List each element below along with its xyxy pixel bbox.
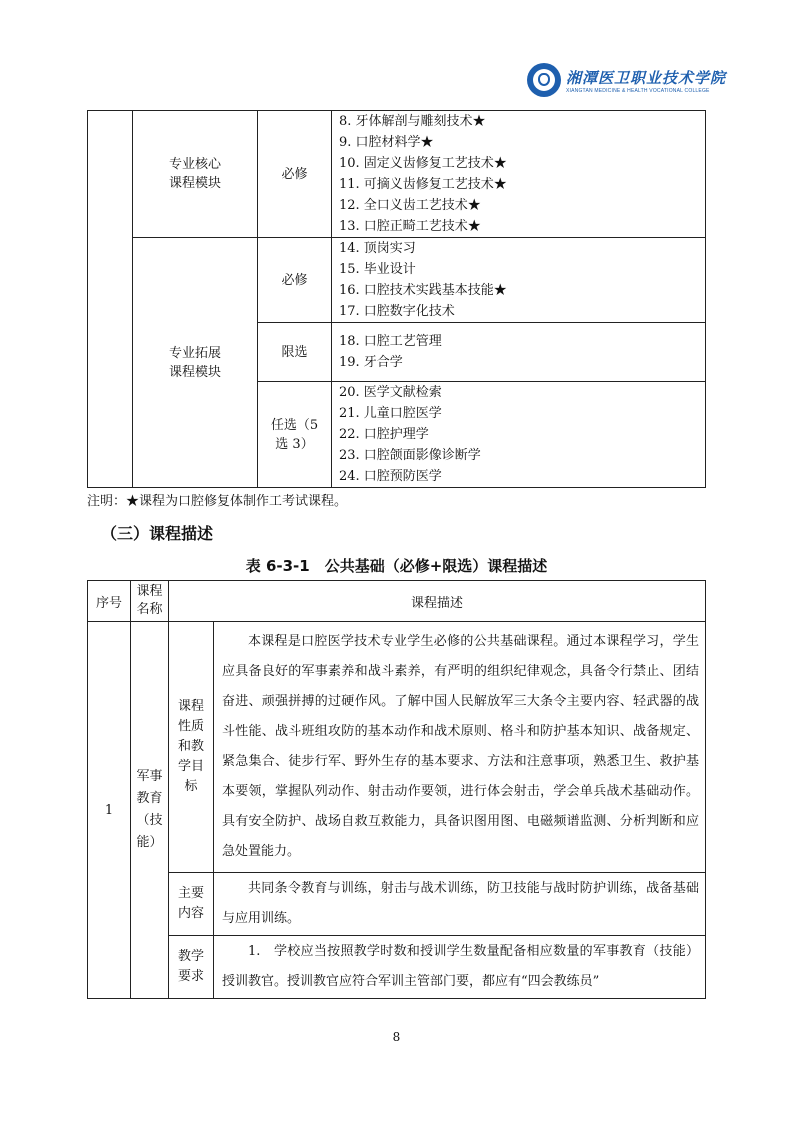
course-list-cell (332, 111, 706, 238)
course-item: 20. 医学文献检索 (339, 385, 442, 400)
teaching-requirements-text: 1. 学校应当按照教学时数和授训学生数量配备相应数量的军事教育（技能）授训教官。授训教官应符合军训主管部门要，都应有“四会教练员” (222, 944, 699, 989)
course-item: 23. 口腔颌面影像诊断学 (339, 448, 481, 463)
table-row (88, 873, 706, 936)
course-name-line: 教育 (136, 791, 163, 806)
table-row (88, 622, 706, 873)
course-goal-text: 本课程是口腔医学技术专业学生必修的公共基础课程。通过本课程学习，学生应具备良好的军事素养和战斗素养，有严明的组织纪律观念，具备令行禁止、团结奋进、顽强拼搏的过硬作风。了解中国人民解放军三大条令主要内容、轻武器的战斗性能、战斗班组攻防的基本动作和战术原则、格斗和防护基本知识、战备规定、紧急集合、徒步行军、野外生存的基本要求、方法和注意事项，熟悉卫生、救护基本要领，掌握队列动作、射击动作要领，进行体会射击，学会单兵战术基础动作。具有安全防护、战场自救互救能力，具备识图用图、电磁频谱监测、分析判断和应急处置能力。 (222, 634, 699, 859)
course-item: 19. 牙合学 (339, 355, 403, 370)
course-module-table (87, 110, 706, 488)
course-name-line: （技 (136, 813, 163, 828)
college-emblem-icon (527, 63, 561, 97)
module-cell (133, 111, 258, 238)
course-name-line: 能） (136, 835, 163, 850)
part-text-cell (214, 936, 706, 999)
course-item: 14. 顶岗实习 (339, 241, 416, 256)
table-row (88, 238, 706, 323)
part-text-cell (214, 622, 706, 873)
course-type-label: 限选 (281, 344, 308, 360)
part-label-line: 和教 (177, 739, 204, 754)
part-label-line: 学目 (177, 759, 204, 774)
course-list-cell (332, 323, 706, 382)
type-cell (258, 382, 332, 488)
module-label: 课程模块 (168, 364, 221, 380)
college-logo (527, 62, 726, 98)
course-item: 17. 口腔数字化技术 (339, 304, 455, 319)
module-label: 课程模块 (168, 176, 221, 191)
module-label: 专业核心 (168, 157, 221, 172)
course-item: 8. 牙体解剖与雕刻技术★ (339, 114, 486, 129)
course-name-line: 军事 (136, 769, 163, 784)
part-label-cell (169, 936, 214, 999)
course-item: 11. 可摘义齿修复工艺技术★ (339, 177, 507, 192)
part-label-line: 教学 (177, 949, 204, 964)
main-content-text: 共同条令教育与训练，射击与战术训练，防卫技能与战时防护训练，战备基础与应用训练。 (222, 881, 699, 926)
course-item: 24. 口腔预防医学 (339, 469, 442, 484)
row-number: 1 (88, 622, 131, 999)
category-cell-empty (88, 111, 133, 488)
part-label-cell (169, 622, 214, 873)
course-item: 21. 儿童口腔医学 (339, 406, 442, 421)
part-label-line: 性质 (177, 719, 204, 734)
course-type-label: 选 3） (275, 436, 314, 452)
course-list-cell (332, 238, 706, 323)
course-item: 13. 口腔正畸工艺技术★ (339, 219, 481, 234)
type-cell (258, 323, 332, 382)
header-no: 序号 (88, 581, 131, 622)
course-type-label: 必修 (281, 272, 308, 288)
type-cell (258, 238, 332, 323)
table-header-row (88, 581, 706, 622)
table-row (88, 111, 706, 238)
course-type-label: 必修 (281, 166, 308, 182)
part-label-line: 课程 (177, 699, 204, 714)
part-label-line: 要求 (177, 969, 204, 984)
course-item: 15. 毕业设计 (339, 262, 416, 277)
course-item: 12. 全口义齿工艺技术★ (339, 198, 481, 213)
logo-chinese-name: 湘潭医卫职业技术学院 (566, 68, 727, 87)
header-name (131, 581, 169, 622)
table-caption: 表 6-3-1 公共基础（必修+限选）课程描述 (245, 557, 548, 575)
page-number: 8 (392, 1030, 401, 1044)
course-name-cell (131, 622, 169, 999)
part-label-line: 内容 (177, 906, 204, 921)
part-label-line: 主要 (177, 886, 204, 901)
part-label-cell (169, 873, 214, 936)
course-item: 10. 固定义齿修复工艺技术★ (339, 156, 507, 171)
course-item: 18. 口腔工艺管理 (339, 334, 442, 349)
module-cell (133, 238, 258, 488)
course-list-cell (332, 382, 706, 488)
header-name-line: 名称 (136, 602, 163, 617)
header-desc: 课程描述 (169, 581, 706, 622)
course-item: 22. 口腔护理学 (339, 427, 429, 442)
logo-text (566, 67, 726, 94)
logo-english-name: XIANGTAN MEDICINE & HEALTH VOCATIONAL COLLEGE (566, 87, 710, 94)
part-label-line: 标 (184, 779, 198, 794)
course-item: 9. 口腔材料学★ (339, 135, 434, 150)
footnote: 注明：★课程为口腔修复体制作工考试课程。 (87, 494, 348, 509)
table-row (88, 936, 706, 999)
section-heading: （三）课程描述 (101, 524, 214, 543)
module-label: 专业拓展 (168, 345, 221, 361)
course-item: 16. 口腔技术实践基本技能★ (339, 283, 507, 298)
header-name-line: 课程 (136, 584, 163, 599)
part-text-cell (214, 873, 706, 936)
course-description-table (87, 580, 706, 999)
type-cell (258, 111, 332, 238)
course-type-label: 任选（5 (270, 417, 319, 433)
